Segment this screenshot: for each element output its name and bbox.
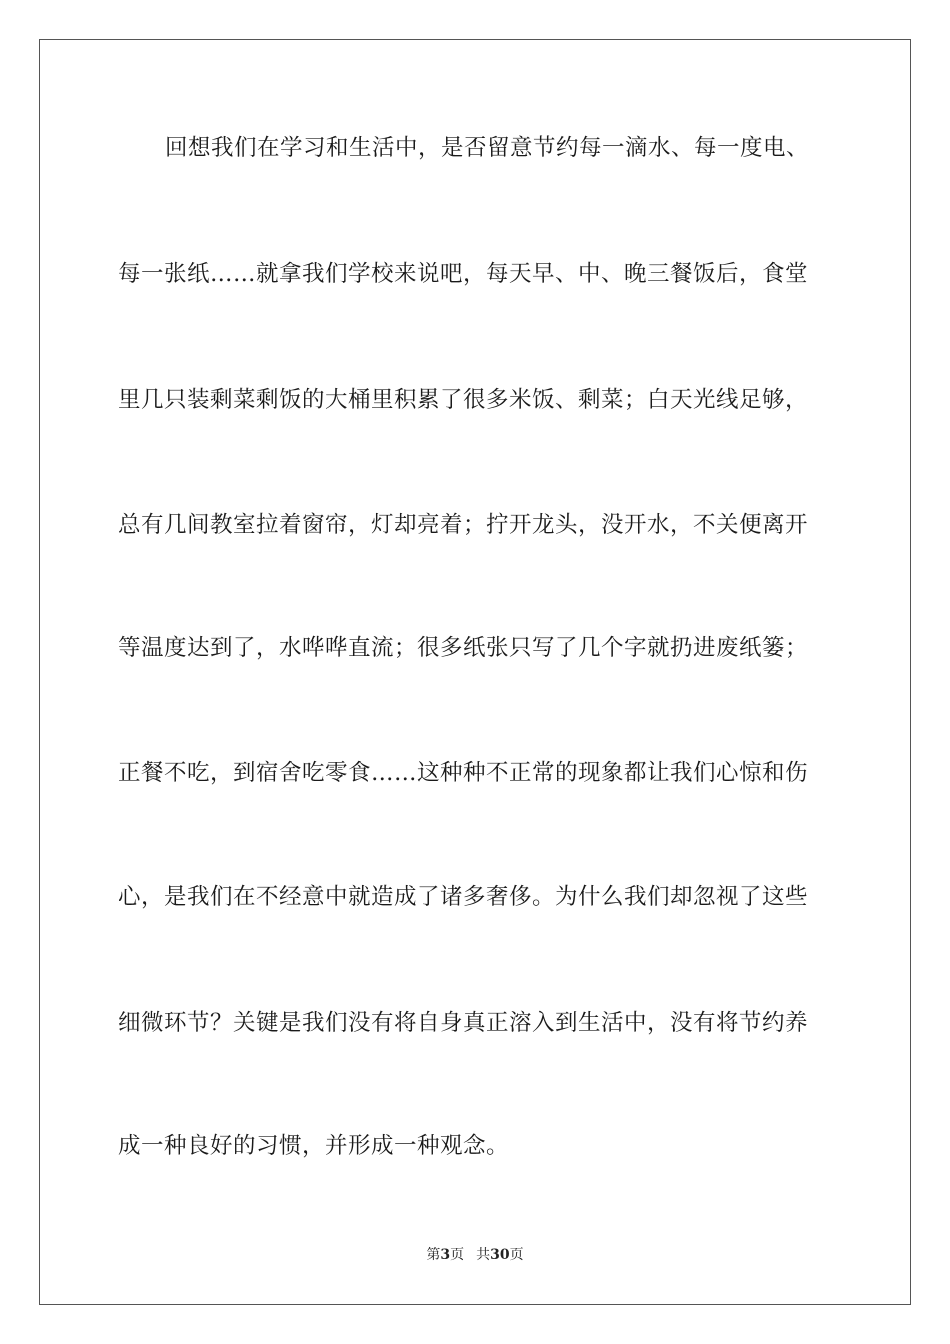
paragraph-line: 正餐不吃，到宿舍吃零食……这种种不正常的现象都让我们心惊和伤 bbox=[118, 760, 809, 786]
paragraph-line: 每一张纸……就拿我们学校来说吧，每天早、中、晚三餐饭后，食堂 bbox=[118, 261, 809, 287]
paragraph-line: 回想我们在学习和生活中，是否留意节约每一滴水、每一度电、 bbox=[165, 135, 810, 161]
total-suffix: 页 bbox=[509, 1247, 524, 1263]
page-suffix: 页 bbox=[450, 1247, 465, 1263]
paragraph-line: 成一种良好的习惯，并形成一种观念。 bbox=[118, 1133, 510, 1159]
paragraph-line: 里几只装剩菜剩饭的大桶里积累了很多米饭、剩菜；白天光线足够， bbox=[118, 387, 809, 413]
page-number: 3 bbox=[440, 1247, 451, 1263]
page-border bbox=[39, 39, 911, 1305]
paragraph-line: 心，是我们在不经意中就造成了诸多奢侈。为什么我们却忽视了这些 bbox=[118, 884, 809, 910]
paragraph-line: 细微环节？关键是我们没有将自身真正溶入到生活中，没有将节约养 bbox=[118, 1010, 809, 1036]
paragraph-line: 总有几间教室拉着窗帘，灯却亮着；拧开龙头，没开水，不关便离开 bbox=[118, 512, 809, 538]
page-prefix: 第 bbox=[426, 1247, 441, 1263]
page-footer bbox=[0, 1246, 950, 1264]
total-prefix: 共 bbox=[476, 1247, 491, 1263]
paragraph-line: 等温度达到了，水哗哗直流；很多纸张只写了几个字就扔进废纸篓； bbox=[118, 635, 809, 661]
total-pages: 30 bbox=[490, 1247, 510, 1263]
